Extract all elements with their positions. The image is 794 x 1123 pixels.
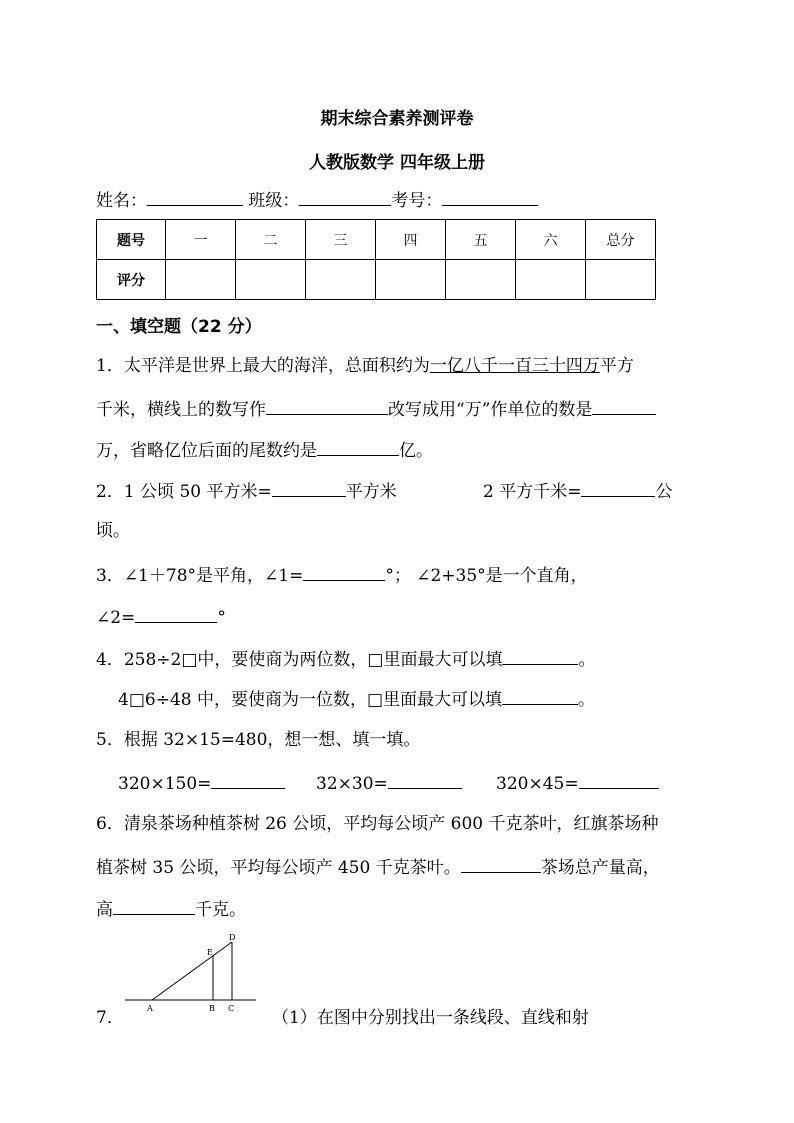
question-text: 3．∠1＋78°是平角，∠1= [96,566,304,586]
question-5-expr-3 [496,770,659,796]
point-label-e: E [207,948,213,957]
page-subtitle: 人教版数学 四年级上册 [309,153,485,173]
point-label-d: D [229,933,236,942]
score-cell[interactable] [446,260,516,300]
point-label-a: A [147,1004,153,1013]
question-6-line-1: 6．清泉茶场种植茶树 26 公顷，平均每公顷产 600 千克茶叶，红旗茶场种 [96,814,659,834]
point-label-c: C [228,1004,235,1013]
table-row [97,220,656,260]
question-6-line-2 [96,854,660,880]
score-table [96,219,656,300]
table-header-cell: 三 [306,220,376,260]
question-1-line-2 [96,396,656,422]
answer-blank[interactable] [581,478,655,497]
answer-blank[interactable] [211,770,285,789]
question-5-expr-2 [316,770,462,796]
geometry-figure [120,930,262,1016]
score-cell[interactable] [516,260,586,300]
question-text: 茶场总产量高， [540,858,660,878]
answer-blank[interactable] [579,770,659,789]
question-text: 4□6÷48 中，要使商为一位数，□里面最大可以填 [118,690,503,710]
answer-blank[interactable] [502,646,578,665]
answer-blank[interactable] [388,770,462,789]
question-text: 。 [578,650,596,670]
question-text: 32×30= [316,774,388,794]
number-field[interactable] [442,187,538,206]
question-text: 高 [96,900,113,920]
table-header-cell: 题号 [97,220,166,260]
question-text: 改写成用“万”作单位的数是 [388,400,593,420]
section-heading: 一、填空题（22 分） [96,317,262,337]
answer-blank[interactable] [592,396,656,415]
question-2-line-1b [483,478,672,504]
question-4-line-1 [96,646,595,672]
answer-blank[interactable] [461,854,541,873]
class-field[interactable] [299,187,391,206]
question-3-line-1 [96,562,588,588]
answer-blank[interactable] [135,604,217,623]
table-header-cell: 四 [376,220,446,260]
question-1-line-1 [96,354,634,378]
answer-blank[interactable] [266,396,388,415]
question-text: 千米，横线上的数写作 [96,400,266,420]
question-text: 公 [655,482,673,502]
question-text: 。 [578,690,596,710]
table-header-cell: 一 [166,220,236,260]
answer-blank[interactable] [303,562,385,581]
table-row [97,260,656,300]
question-text: 亿。 [399,441,433,461]
question-text: ∠2= [96,608,136,628]
table-header-cell: 六 [516,220,586,260]
question-text: 2 平方千米= [483,482,582,502]
answer-blank[interactable] [272,478,346,497]
question-7-text: （1）在图中分别找出一条线段、直线和射 [272,1008,589,1028]
score-cell[interactable] [376,260,446,300]
ray-ad [152,942,232,1000]
question-text: 平方 [599,356,634,376]
question-3-line-2 [96,604,226,630]
score-cell[interactable] [236,260,306,300]
question-text: ° [217,608,226,628]
question-text: 4．258÷2□中，要使商为两位数，□里面最大可以填 [96,650,503,670]
question-5-expr-1 [118,770,285,796]
question-text: 植茶树 35 公顷，平均每公顷产 450 千克茶叶。 [96,858,461,878]
name-label: 姓名： [96,191,147,211]
question-text: 万，省略亿位后面的尾数约是 [96,441,317,461]
table-header-cell: 二 [236,220,306,260]
question-1-line-3 [96,437,433,463]
table-row-label: 评分 [97,260,166,300]
question-text: 320×45= [496,774,579,794]
question-5-line-1: 5．根据 32×15=480，想一想、填一填。 [96,730,421,750]
question-6-line-3 [96,896,246,922]
student-info-row [96,187,538,213]
score-cell[interactable] [166,260,236,300]
underlined-text: 一亿八千一百三十四万 [429,356,600,376]
question-4-line-2 [118,686,595,712]
question-2-line-1 [96,478,397,504]
question-text: 平方米 [345,482,397,502]
question-text: 千克。 [195,900,246,920]
answer-blank[interactable] [113,896,195,915]
page-title: 期末综合素养测评卷 [320,109,474,129]
table-header-cell: 五 [446,220,516,260]
question-7-number: 7． [96,1008,124,1028]
point-label-b: B [209,1004,215,1013]
score-cell[interactable] [586,260,656,300]
question-text: 1．太平洋是世界上最大的海洋，总面积约为 [96,356,430,376]
number-label: 考号： [391,191,443,211]
question-text: °； ∠2+35°是一个直角， [385,566,588,586]
class-label: 班级： [248,191,300,211]
answer-blank[interactable] [502,686,578,705]
name-field[interactable] [147,187,243,206]
question-2-line-2: 顷。 [96,521,130,541]
table-header-cell: 总分 [586,220,656,260]
answer-blank[interactable] [317,437,399,456]
question-text: 2．1 公顷 50 平方米= [96,482,272,502]
score-cell[interactable] [306,260,376,300]
question-text: 320×150= [118,774,212,794]
